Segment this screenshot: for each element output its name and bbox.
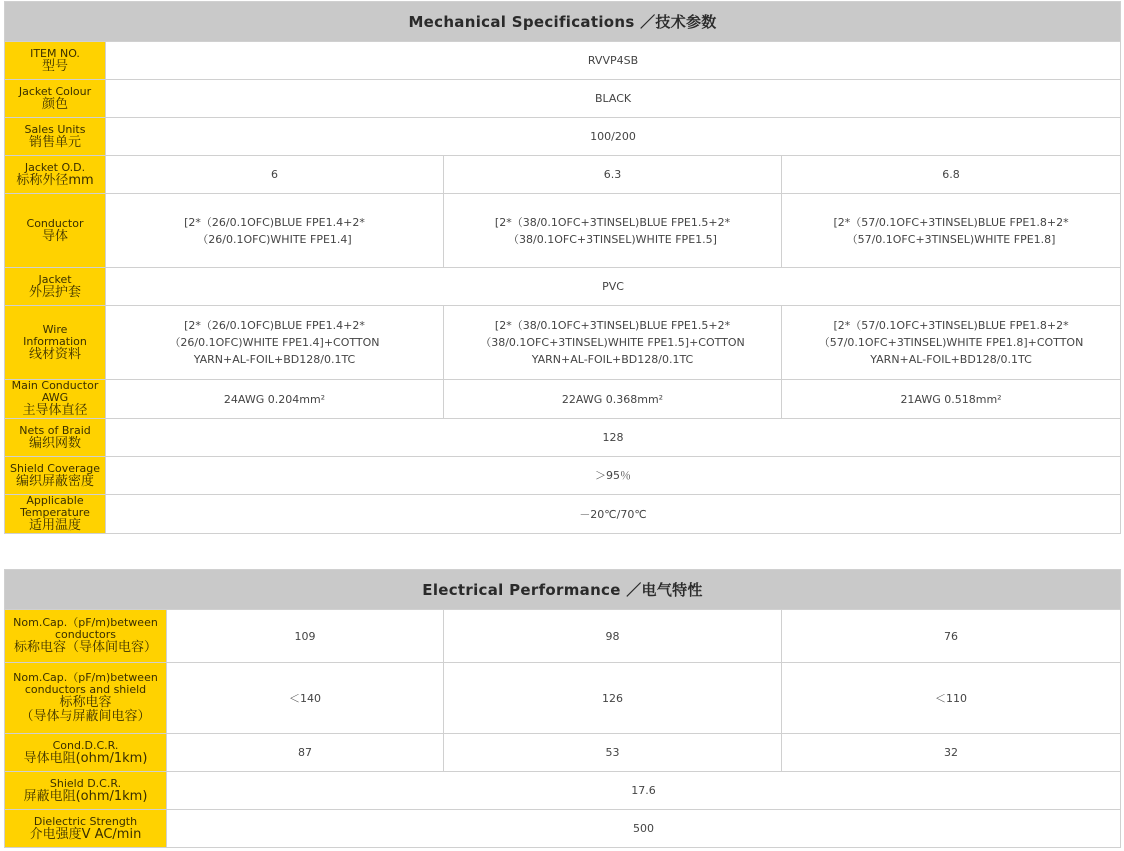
row-label-zh: 导体电阻(ohm/1km)	[23, 750, 148, 766]
row-label-en: Jacket Colour	[18, 84, 92, 98]
spec-value: [2*（38/0.1OFC+3TINSEL)BLUE FPE1.5+2* （38/0.1OFC+3TINSEL)WHITE FPE1.5]	[444, 194, 782, 268]
row-label-en: Cond.D.C.R.	[52, 738, 119, 752]
row-label	[5, 268, 106, 306]
row-label	[5, 419, 106, 457]
spec-value: 22AWG 0.368mm²	[444, 380, 782, 419]
spec-value: PVC	[106, 268, 1121, 306]
row-label-en: Nom.Cap.（pF/m)between conductors and shield	[13, 671, 158, 696]
row-label-en: Dielectric Strength	[33, 814, 138, 828]
row-label	[5, 306, 106, 380]
mechanical-row	[5, 80, 1121, 118]
mechanical-spec-table	[4, 1, 1121, 534]
row-label-zh: 编织屏蔽密度	[15, 473, 94, 489]
spec-value: 6.3	[444, 156, 782, 194]
electrical-row	[5, 810, 1121, 848]
spec-value: 128	[106, 419, 1121, 457]
mechanical-row	[5, 495, 1121, 534]
spec-value: BLACK	[106, 80, 1121, 118]
spec-value: 24AWG 0.204mm²	[106, 380, 444, 419]
spec-value: 6	[106, 156, 444, 194]
row-label	[5, 194, 106, 268]
spec-value: 126	[444, 663, 782, 734]
mechanical-row	[5, 457, 1121, 495]
spec-value: 500	[167, 810, 1121, 848]
spec-value: 87	[167, 734, 444, 772]
spec-value: 109	[167, 610, 444, 663]
mechanical-spec-title: Mechanical Specifications ／技术参数	[5, 2, 1121, 42]
row-label	[5, 156, 106, 194]
row-label	[5, 772, 167, 810]
row-label-en: Nets of Braid	[19, 423, 91, 437]
row-label-en: Jacket	[38, 272, 72, 286]
row-label-zh: 外层护套	[28, 284, 81, 300]
row-label-zh: 介电强度V AC/min	[29, 826, 142, 842]
spec-value: RVVP4SB	[106, 42, 1121, 80]
mechanical-row	[5, 268, 1121, 306]
row-label-en: Nom.Cap.（pF/m)between conductors	[13, 616, 158, 641]
row-label-zh: 标称电容 （导体与屏蔽间电容）	[20, 695, 151, 724]
spec-value: 98	[444, 610, 782, 663]
mechanical-row	[5, 42, 1121, 80]
row-label-zh: 标称外径mm	[16, 172, 94, 188]
mechanical-row	[5, 419, 1121, 457]
row-label	[5, 118, 106, 156]
row-label	[5, 734, 167, 772]
row-label-zh: 导体	[41, 228, 68, 244]
electrical-row	[5, 734, 1121, 772]
electrical-row	[5, 610, 1121, 663]
row-label	[5, 42, 106, 80]
row-label	[5, 495, 106, 534]
row-label	[5, 457, 106, 495]
spec-value: 53	[444, 734, 782, 772]
row-label-zh: 型号	[41, 58, 68, 74]
row-label-zh: 屏蔽电阻(ohm/1km)	[23, 788, 148, 804]
row-label	[5, 380, 106, 419]
spec-value: －20℃/70℃	[106, 495, 1121, 534]
row-label-en: Wire Information	[23, 322, 87, 348]
spec-value: ＜140	[167, 663, 444, 734]
row-label	[5, 610, 167, 663]
row-label-zh: 标称电容（导体间电容）	[13, 640, 157, 655]
spec-value: [2*（38/0.1OFC+3TINSEL)BLUE FPE1.5+2* （38/0.1OFC+3TINSEL)WHITE FPE1.5]+COTTON YARN+AL-FOIL+BD128/0.1TC	[444, 306, 782, 380]
row-label-en: ITEM NO.	[30, 46, 80, 60]
mechanical-row	[5, 380, 1121, 419]
mechanical-row	[5, 306, 1121, 380]
spec-value: 17.6	[167, 772, 1121, 810]
electrical-performance-table	[4, 569, 1121, 848]
spec-value: ＜110	[782, 663, 1121, 734]
electrical-row	[5, 663, 1121, 734]
spec-value: 6.8	[782, 156, 1121, 194]
row-label-zh: 主导体直径	[22, 403, 88, 418]
row-label-zh: 线材资料	[28, 346, 81, 362]
row-label	[5, 810, 167, 848]
mechanical-row	[5, 194, 1121, 268]
row-label-en: Applicable Temperature	[20, 494, 90, 519]
mechanical-row	[5, 156, 1121, 194]
row-label-en: Sales Units	[24, 122, 86, 136]
row-label-zh: 适用温度	[28, 518, 81, 533]
electrical-performance-title: Electrical Performance ／电气特性	[5, 570, 1121, 610]
spec-value: [2*（57/0.1OFC+3TINSEL)BLUE FPE1.8+2* （57/0.1OFC+3TINSEL)WHITE FPE1.8]	[782, 194, 1121, 268]
row-label-en: Main Conductor AWG	[11, 379, 99, 404]
row-label	[5, 663, 167, 734]
spec-value: 100/200	[106, 118, 1121, 156]
row-label-en: Jacket O.D.	[24, 160, 86, 174]
spec-value: ＞95％	[106, 457, 1121, 495]
row-label-en: Shield D.C.R.	[49, 776, 122, 790]
row-label-zh: 销售单元	[28, 134, 81, 150]
spec-value: [2*（57/0.1OFC+3TINSEL)BLUE FPE1.8+2* （57/0.1OFC+3TINSEL)WHITE FPE1.8]+COTTON YARN+AL-FOIL+BD128/0.1TC	[782, 306, 1121, 380]
spec-value: [2*（26/0.1OFC)BLUE FPE1.4+2* （26/0.1OFC)WHITE FPE1.4]+COTTON YARN+AL-FOIL+BD128/0.1TC	[106, 306, 444, 380]
row-label-zh: 编织网数	[28, 435, 81, 451]
spec-value: 32	[782, 734, 1121, 772]
row-label	[5, 80, 106, 118]
mechanical-row	[5, 118, 1121, 156]
row-label-zh: 颜色	[41, 96, 68, 112]
row-label-en: Shield Coverage	[9, 461, 100, 475]
spec-value: 21AWG 0.518mm²	[782, 380, 1121, 419]
row-label-en: Conductor	[26, 216, 84, 230]
electrical-row	[5, 772, 1121, 810]
spec-value: [2*（26/0.1OFC)BLUE FPE1.4+2* （26/0.1OFC)WHITE FPE1.4]	[106, 194, 444, 268]
spec-value: 76	[782, 610, 1121, 663]
